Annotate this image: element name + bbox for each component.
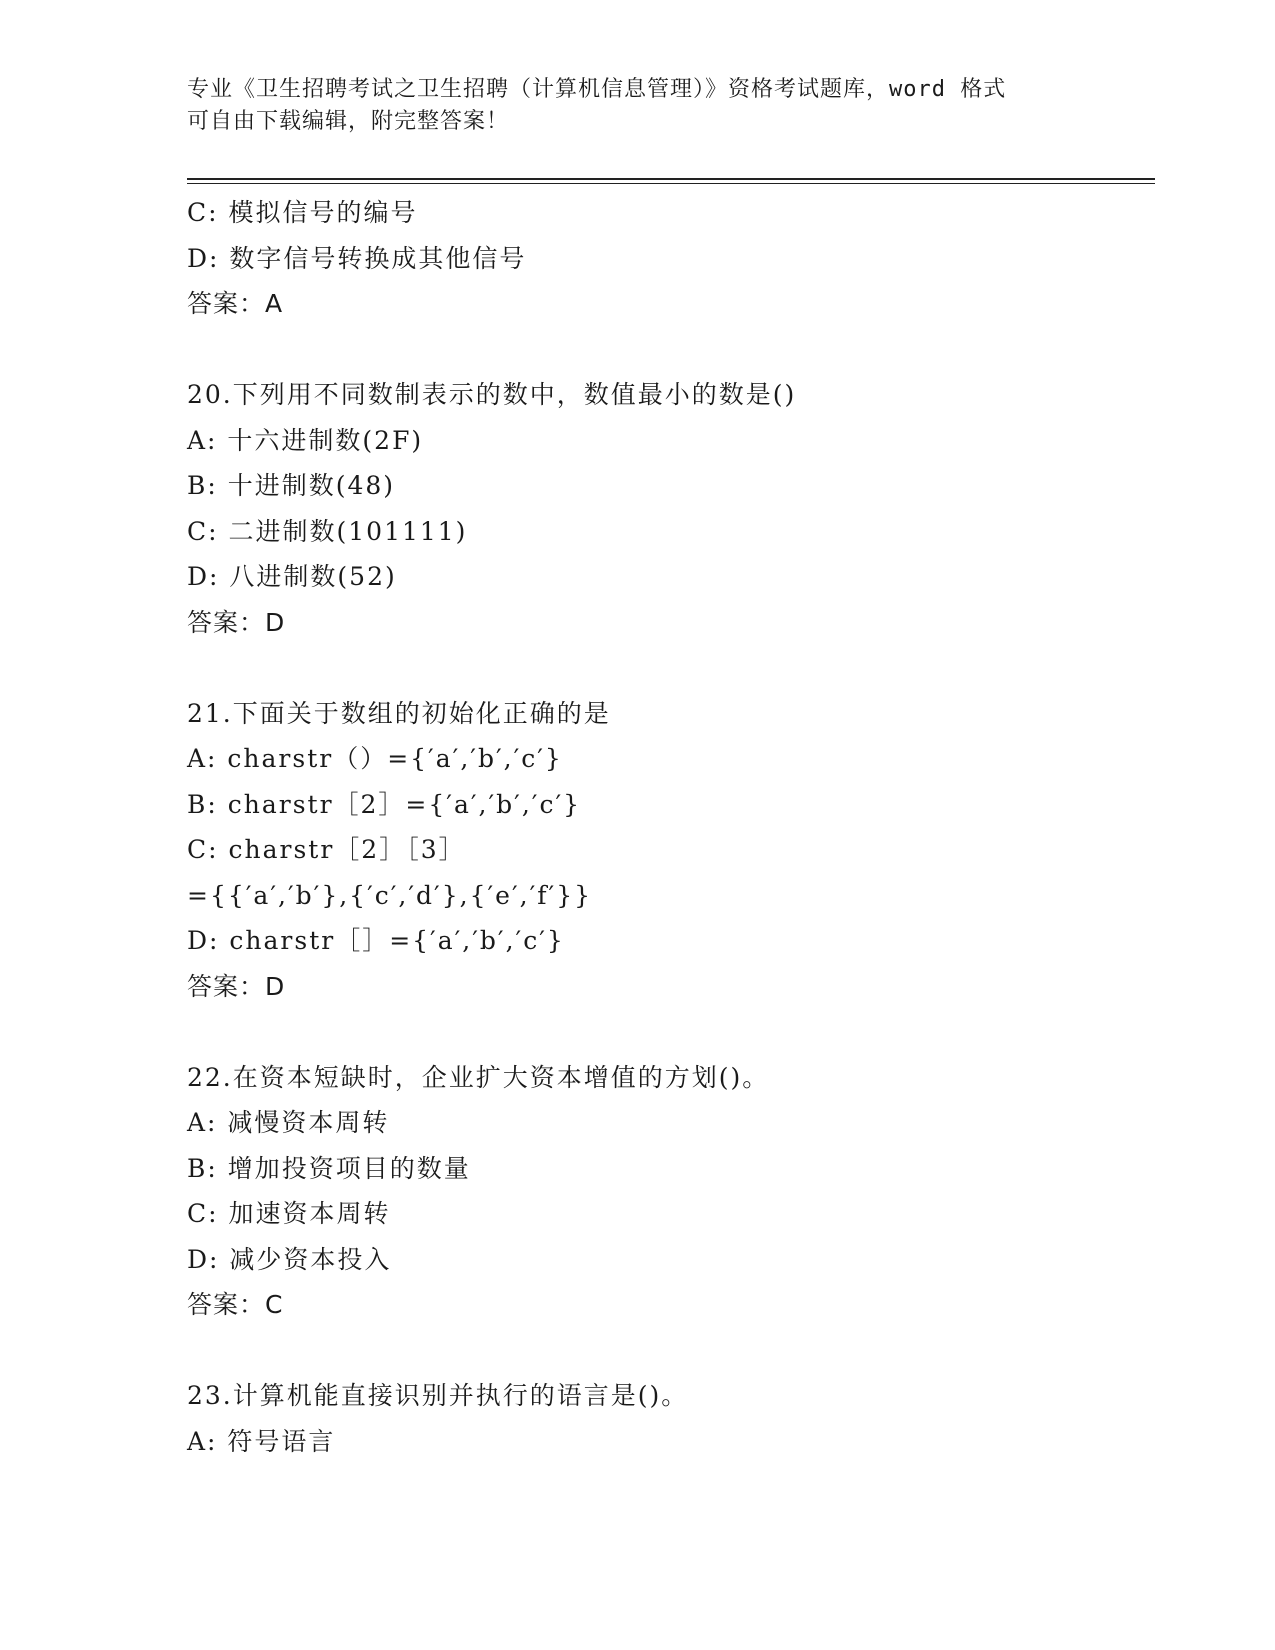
question-block-23	[187, 1373, 1147, 1464]
answer-line: 答案：C	[187, 1290, 284, 1319]
document-header	[187, 74, 1087, 138]
spacer	[187, 645, 1147, 691]
spacer	[187, 327, 1147, 373]
question-block-22	[187, 1055, 1147, 1328]
answer-line: 答案：A	[187, 289, 284, 318]
question-block-20	[187, 372, 1147, 645]
option-c-continuation: ={{′a′,′b′},{′c′,′d′},{′e′,′f′}}	[187, 880, 593, 910]
option-c: C: 加速资本周转	[187, 1199, 391, 1228]
question-list	[187, 190, 1147, 1464]
option-b: B: 十进制数(48)	[187, 471, 396, 500]
option-d: D: 数字信号转换成其他信号	[187, 243, 527, 273]
option-b: B: charstr［2］={′a′,′b′,′c′}	[187, 789, 582, 819]
header-divider-thin	[187, 183, 1155, 184]
answer-line: 答案：D	[187, 971, 286, 1001]
option-b: B: 增加投资项目的数量	[187, 1153, 471, 1183]
header-line-2: 可自由下载编辑，附完整答案！	[187, 109, 510, 134]
question-title: 22.在资本短缺时，企业扩大资本增值的方划()。	[187, 1062, 770, 1092]
answer-line: 答案：D	[187, 607, 286, 637]
option-c: C: charstr［2］［3］	[187, 835, 466, 864]
option-d: D: 减少资本投入	[187, 1244, 392, 1274]
header-line-1: 专业《卫生招聘考试之卫生招聘（计算机信息管理）》资格考试题库，word 格式	[187, 77, 1007, 102]
option-d: D: charstr［］={′a′,′b′,′c′}	[187, 926, 565, 955]
option-a: A: 减慢资本周转	[187, 1108, 390, 1137]
header-divider-thick	[187, 178, 1155, 180]
spacer	[187, 1009, 1147, 1055]
option-a: A: charstr（）={′a′,′b′,′c′}	[187, 744, 563, 773]
question-title: 23.计算机能直接识别并执行的语言是()。	[187, 1381, 689, 1410]
question-block-prev	[187, 190, 1147, 327]
option-c: C: 模拟信号的编号	[187, 198, 418, 227]
spacer	[187, 1328, 1147, 1374]
question-title: 20.下列用不同数制表示的数中，数值最小的数是()	[187, 380, 797, 409]
question-block-21	[187, 691, 1147, 1010]
option-c: C: 二进制数(101111)	[187, 516, 468, 546]
option-a: A: 十六进制数(2F)	[187, 425, 424, 455]
option-d: D: 八进制数(52)	[187, 562, 397, 591]
option-a: A: 符号语言	[187, 1426, 336, 1456]
question-title: 21.下面关于数组的初始化正确的是	[187, 698, 611, 728]
